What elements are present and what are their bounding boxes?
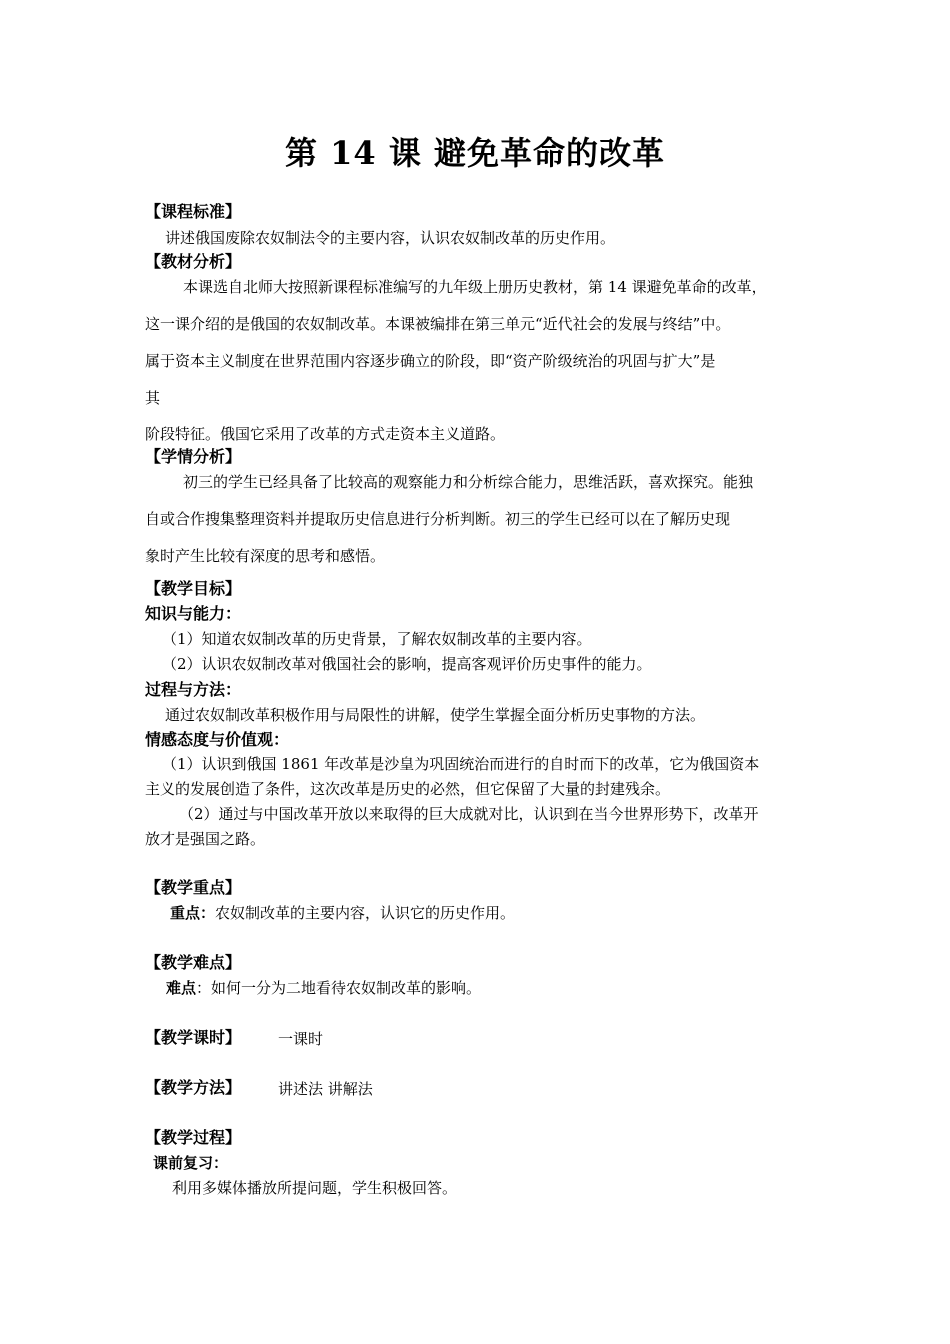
process-label: 过程与方法：: [145, 680, 242, 699]
knowledge-item: （2）认识农奴制改革对俄国社会的影响，提高客观评价历史事件的能力。: [162, 655, 652, 673]
emotion-line: （1）认识到俄国 1861 年改革是沙皇为巩固统治而进行的自时而下的改革，它为俄国资本: [162, 755, 760, 773]
heading-class-hours: 【教学课时】: [145, 1028, 242, 1047]
course-standard-text: 讲述俄国废除农奴制法令的主要内容，认识农奴制改革的历史作用。: [165, 229, 616, 247]
material-analysis-line: 阶段特征。俄国它采用了改革的方式走资本主义道路。: [145, 425, 506, 443]
key-points-row: [170, 903, 515, 923]
emotion-line: 主义的发展创造了条件，这次改革是历史的必然，但它保留了大量的封建残余。: [145, 780, 671, 798]
material-analysis-line: 本课选自北师大按照新课程标准编写的九年级上册历史教材，第 14 课避免革命的改革，: [183, 278, 767, 296]
heading-key-points: 【教学重点】: [145, 878, 242, 897]
process-text: 通过农奴制改革积极作用与局限性的讲解，使学生掌握全面分析历史事物的方法。: [165, 706, 706, 724]
key-points-text: 农奴制改革的主要内容，认识它的历史作用。: [215, 904, 516, 922]
student-analysis-line: 初三的学生已经具备了比较高的观察能力和分析综合能力，思维活跃，喜欢探究。能独: [183, 473, 754, 491]
heading-course-standard: 【课程标准】: [145, 202, 242, 221]
heading-difficult-points: 【教学难点】: [145, 953, 242, 972]
review-text: 利用多媒体播放所提问题，学生积极回答。: [172, 1179, 458, 1197]
heading-teaching-process: 【教学过程】: [145, 1128, 242, 1147]
emotion-line: 放才是强国之路。: [145, 830, 266, 848]
student-analysis-line: 象时产生比较有深度的思考和感悟。: [145, 547, 386, 565]
difficult-points-label: 难点: [166, 979, 197, 997]
material-analysis-line: 这一课介绍的是俄国的农奴制改革。本课被编排在第三单元“近代社会的发展与终结”中。: [145, 315, 731, 333]
material-analysis-line: 属于资本主义制度在世界范围内容逐步确立的阶段，即“资产阶级统治的巩固与扩大”是: [145, 352, 716, 370]
key-points-label: 重点：: [170, 904, 216, 922]
emotion-line: （2）通过与中国改革开放以来取得的巨大成就对比，认识到在当今世界形势下，改革开: [179, 805, 759, 823]
heading-methods: 【教学方法】: [145, 1078, 242, 1097]
heading-objectives: 【教学目标】: [145, 579, 242, 598]
knowledge-item: （1）知道农奴制改革的历史背景，了解农奴制改革的主要内容。: [162, 630, 592, 648]
heading-student-analysis: 【学情分析】: [145, 447, 242, 466]
review-label: 课前复习：: [153, 1154, 229, 1172]
lesson-title: 第 14 课 避免革命的改革: [285, 134, 665, 172]
heading-material-analysis: 【教材分析】: [145, 252, 242, 271]
material-analysis-line: 其: [145, 389, 161, 407]
class-hours-text: 一课时: [278, 1030, 324, 1048]
methods-text: 讲述法 讲解法: [278, 1080, 373, 1098]
student-analysis-line: 自或合作搜集整理资料并提取历史信息进行分析判断。初三的学生已经可以在了解历史现: [145, 510, 731, 528]
knowledge-label: 知识与能力：: [145, 604, 242, 623]
emotion-label: 情感态度与价值观：: [145, 730, 290, 749]
difficult-points-text: ：如何一分为二地看待农奴制改革的影响。: [196, 979, 482, 997]
difficult-points-row: [166, 978, 481, 998]
